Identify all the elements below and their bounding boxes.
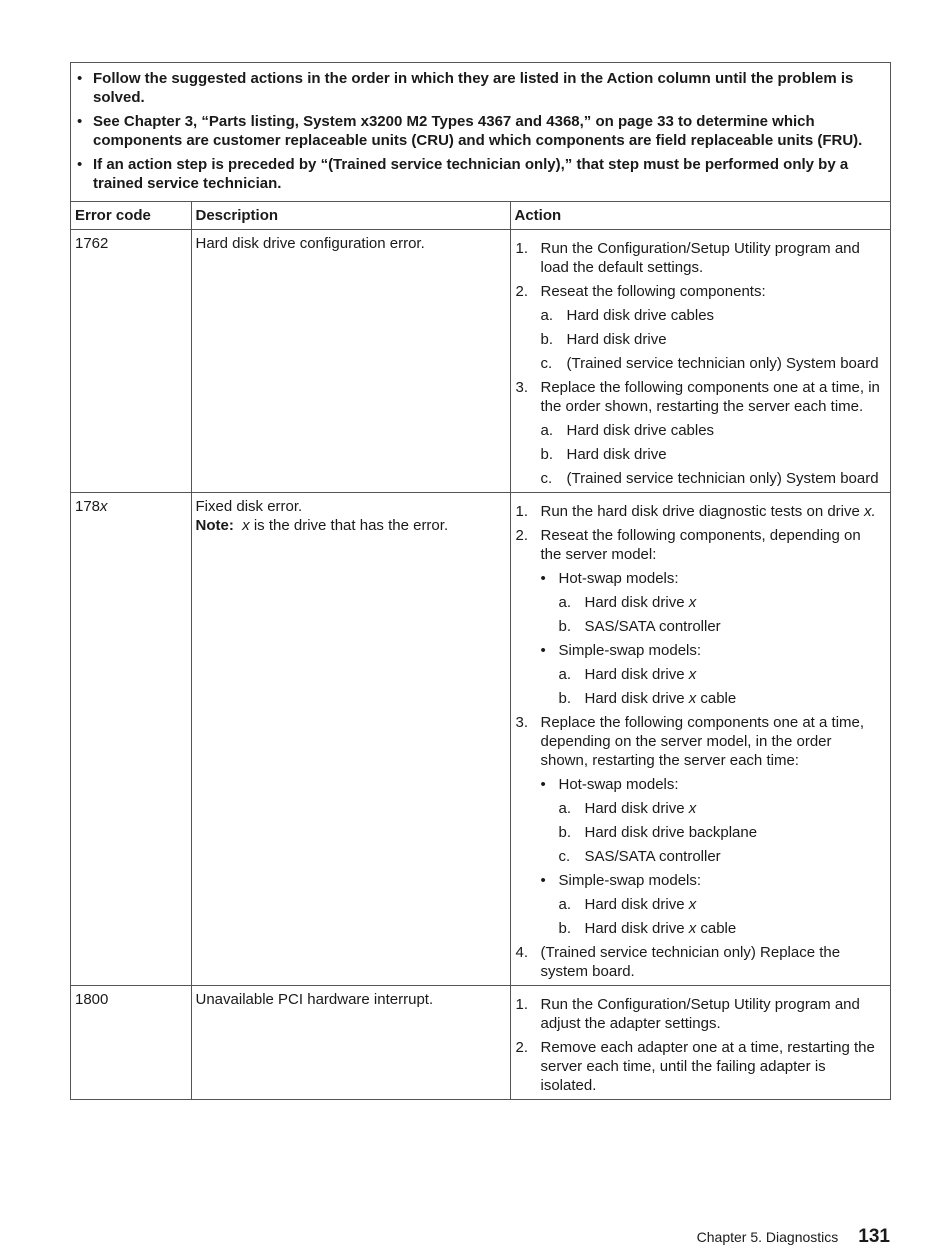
action-cell: 1. Run the Configuration/Setup Utility program and load the default settings. 2. Reseat the following components: a. Hard disk drive cables b. Hard disk drive c. (Trained service technician only) System board 3. Replace the following components one at a time, in the order shown, restarting the server each time. a. Hard disk drive cables b. Hard disk drive c. (Trained service technician only) System board: [510, 230, 890, 493]
table-row: [71, 230, 890, 493]
page-footer: [697, 1226, 890, 1248]
usage-notes: [71, 63, 890, 202]
error-code-cell: 1762: [71, 230, 191, 493]
table-row: [71, 986, 890, 1100]
action-cell: 1. Run the Configuration/Setup Utility program and adjust the adapter settings. 2. Remove each adapter one at a time, restarting the server each time, until the failing adapter is isolated.: [515, 996, 875, 1094]
error-code-cell: 178x: [71, 493, 191, 986]
description-cell: Fixed disk error. Note: x is the drive that has the error.: [191, 493, 510, 986]
header-description: Description: [191, 202, 510, 230]
description-cell: Unavailable PCI hardware interrupt.: [191, 986, 510, 1100]
header-action: Action: [510, 202, 890, 230]
note-item: • If an action step is preceded by “(Trained service technician only),” that step must be performed only by a trained service technician.: [77, 156, 849, 192]
error-code-cell: 1800: [71, 986, 191, 1100]
table-header-row: [71, 202, 890, 230]
action-cell: 1. Run the hard disk drive diagnostic tests on drive x. 2. Reseat the following components, depending on the server model: • Hot-swap models: a. Hard disk drive x b. SAS/SATA controller • Simple-swap models: a. Hard disk drive x b. Hard disk drive x cable 3. Replace the following components one at a time, depending on the server model, in the order shown, restarting the server each time: • Hot-swap models: a. Hard disk drive x b. Hard disk drive backplane c. SAS/SATA controller • Simple-swap models: a. Hard disk drive x b. Hard disk drive x cable 4. (Trained service technician only) Replace the system board.: [510, 493, 890, 986]
page-number: 131: [858, 1226, 890, 1247]
description-cell: Hard disk drive configuration error.: [191, 230, 510, 493]
footer-chapter: Chapter 5. Diagnostics: [696, 1229, 839, 1245]
note-item: • See Chapter 3, “Parts listing, System x3200 M2 Types 4367 and 4368,” on page 33 to determine which components are customer replaceable units (CRU) and which components are field replaceable units (FRU).: [77, 113, 863, 149]
header-error-code: Error code: [71, 202, 191, 230]
error-table: [71, 202, 890, 1099]
error-code-table-frame: [70, 62, 891, 1100]
table-row: [71, 493, 890, 986]
note-item: • Follow the suggested actions in the order in which they are listed in the Action column until the problem is solved.: [77, 70, 854, 106]
description-note: Note: x is the drive that has the error.: [195, 517, 449, 534]
